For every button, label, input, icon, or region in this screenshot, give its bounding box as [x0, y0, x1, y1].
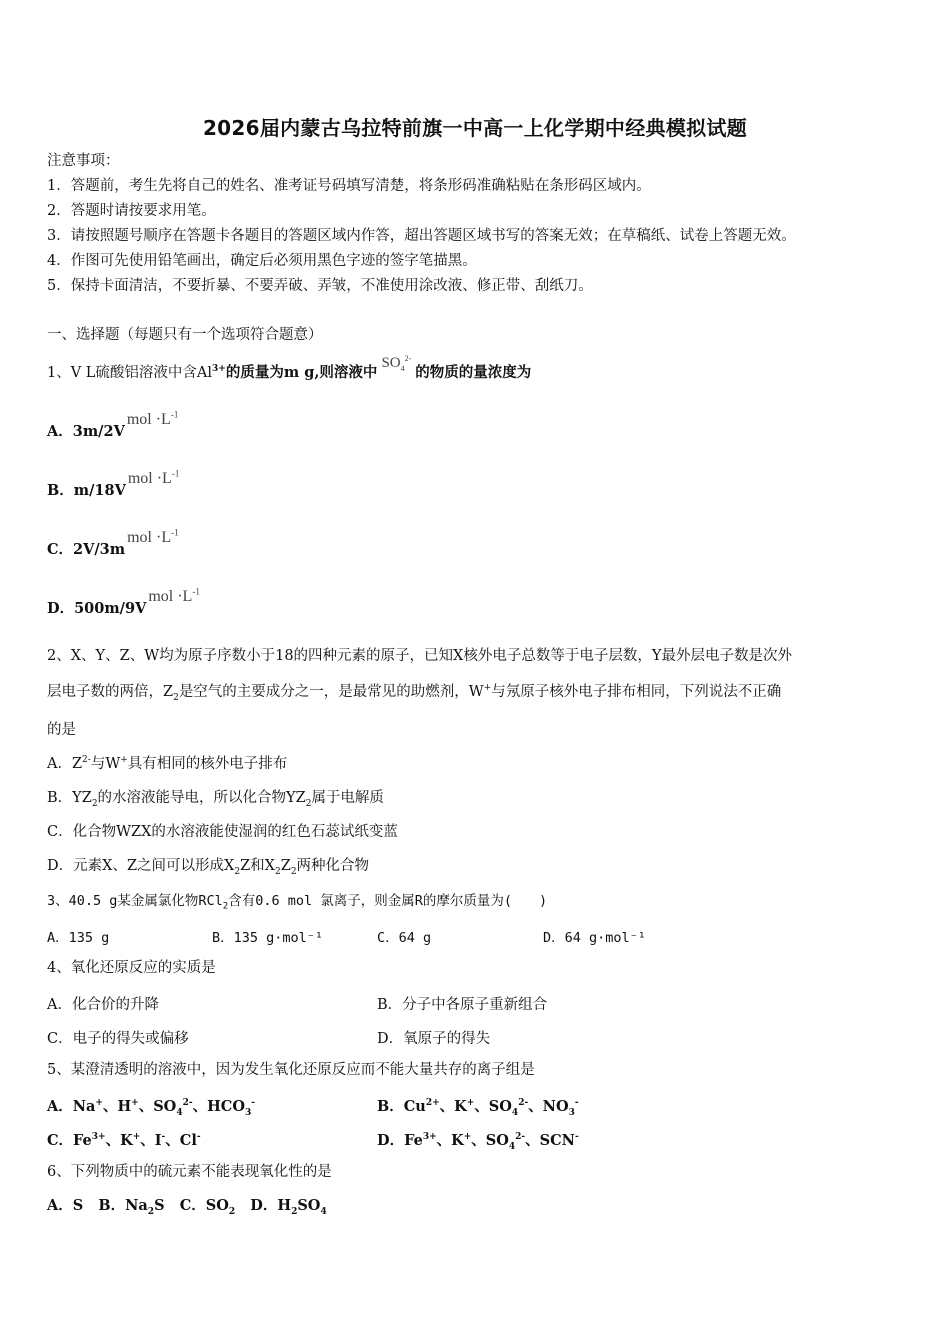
question-1-option-a: A．3m/2Vmol $\cdot L^{-1}$	[47, 409, 179, 440]
question-5-option-c: C．$Fe^{3+}$、K+、I-、Cl-	[47, 1132, 201, 1149]
unit-mol-per-l: mol $\cdot L^{-1}$	[148, 586, 200, 605]
question-1-option-d: D．500m/9Vmol $\cdot L^{-1}$	[47, 586, 200, 617]
question-6-stem: 6、下列物质中的硫元素不能表现氧化性的是	[47, 1164, 332, 1180]
question-3-option-b: B．135 g·mol⁻¹	[212, 930, 324, 946]
question-6-options	[47, 1197, 327, 1215]
question-3-stem: 3、40.5 g某金属氯化物RCl$_2$含有0.6 mol 氯离子，则金属R的摩尔质量为( )	[47, 893, 548, 912]
question-4-option-a: A．化合价的升降	[47, 997, 159, 1013]
unit-mol-per-l: mol $\cdot L^{-1}$	[127, 527, 179, 546]
question-3-option-c: C．64 g	[377, 930, 432, 946]
question-5-stem: 5、某澄清透明的溶液中，因为发生氧化还原反应而不能大量共存的离子组是	[47, 1062, 535, 1078]
section-heading: 一、选择题（每题只有一个选项符合题意）	[47, 327, 323, 343]
question-2-option-d: D．元素X、Z之间可以形成$X_2Z$和$X_2Z_2$两种化合物	[47, 858, 370, 877]
question-2-stem-line-1: 2、X、Y、Z、W均为原子序数小于18的四种元素的原子，已知X核外电子总数等于电子层数，Y最外层电子数是次外	[47, 648, 792, 664]
page-title: 2026届内蒙古乌拉特前旗一中高一上化学期中经典模拟试题	[202, 116, 748, 140]
sulfate-ion: $SO_4^{2-}$	[381, 354, 412, 373]
notice-item-1: 1．答题前，考生先将自己的姓名、准考证号码填写清楚，将条形码准确粘贴在条形码区域内。	[47, 178, 651, 194]
question-6-option-c: C．$SO_2$	[179, 1197, 236, 1217]
question-1-option-b: B．m/18Vmol $\cdot L^{-1}$	[47, 468, 180, 499]
question-4-option-b: B．分子中各原子重新组合	[377, 997, 548, 1013]
question-2-stem-line-2: 层电子数的两倍，$Z_2$是空气的主要成分之一，是最常见的助燃剂，W+与氖原子核外电子排布相同，下列说法不正确	[47, 683, 782, 703]
question-3-option-a: A．135 g	[47, 930, 110, 946]
question-5-option-a: A．Na+、H+、$SO_4^{2-}$、$HCO_3^-$	[47, 1098, 255, 1118]
question-2-option-a: A．$Z^{2-}$与W+具有相同的核外电子排布	[47, 755, 288, 772]
question-5-option-b: B．$Cu^{2+}$、K+、$SO_4^{2-}$、$NO_3^-$	[377, 1098, 579, 1118]
question-1-option-c: C．2V/3mmol $\cdot L^{-1}$	[47, 527, 179, 558]
notice-item-5: 5．保持卡面清洁，不要折暴、不要弄破、弄皱，不准使用涂改液、修正带、刮纸刀。	[47, 278, 593, 294]
notice-item-3: 3．请按照题号顺序在答题卡各题目的答题区域内作答，超出答题区域书写的答案无效；在草稿纸、试卷上答题无效。	[47, 228, 796, 244]
notice-item-2: 2．答题时请按要求用笔。	[47, 203, 216, 219]
question-4-option-d: D．氧原子的得失	[377, 1031, 491, 1047]
question-1-stem: 1、V L硫酸铝溶液中含$Al^{3+}$的质量为m g,则溶液中$SO_4^{2-}$的物质的量浓度为	[47, 354, 532, 381]
question-6-option-b: B．$Na_2S$	[98, 1197, 165, 1217]
question-2-option-c: C．化合物WZX的水溶液能使湿润的红色石蕊试纸变蓝	[47, 824, 398, 840]
question-2-option-b: B．$YZ_2$的水溶液能导电，所以化合物$YZ_2$属于电解质	[47, 790, 384, 809]
question-6-option-d: D．$H_2SO_4$	[250, 1197, 327, 1217]
question-2-stem-line-3: 的是	[47, 722, 76, 738]
question-6-option-a: A．S	[47, 1197, 84, 1214]
notice-heading: 注意事项：	[47, 153, 120, 169]
unit-mol-per-l: mol $\cdot L^{-1}$	[127, 468, 180, 487]
unit-mol-per-l: mol $\cdot L^{-1}$	[126, 409, 179, 428]
notice-item-4: 4．作图可先使用铅笔画出，确定后必须用黑色字迹的签字笔描黑。	[47, 253, 477, 269]
question-5-option-d: D．$Fe^{3+}$、K+、$SO_4^{2-}$、SCN-	[377, 1132, 579, 1152]
question-4-option-c: C．电子的得失或偏移	[47, 1031, 189, 1047]
question-3-option-d: D．64 g·mol⁻¹	[543, 930, 646, 946]
question-4-stem: 4、氧化还原反应的实质是	[47, 960, 216, 976]
